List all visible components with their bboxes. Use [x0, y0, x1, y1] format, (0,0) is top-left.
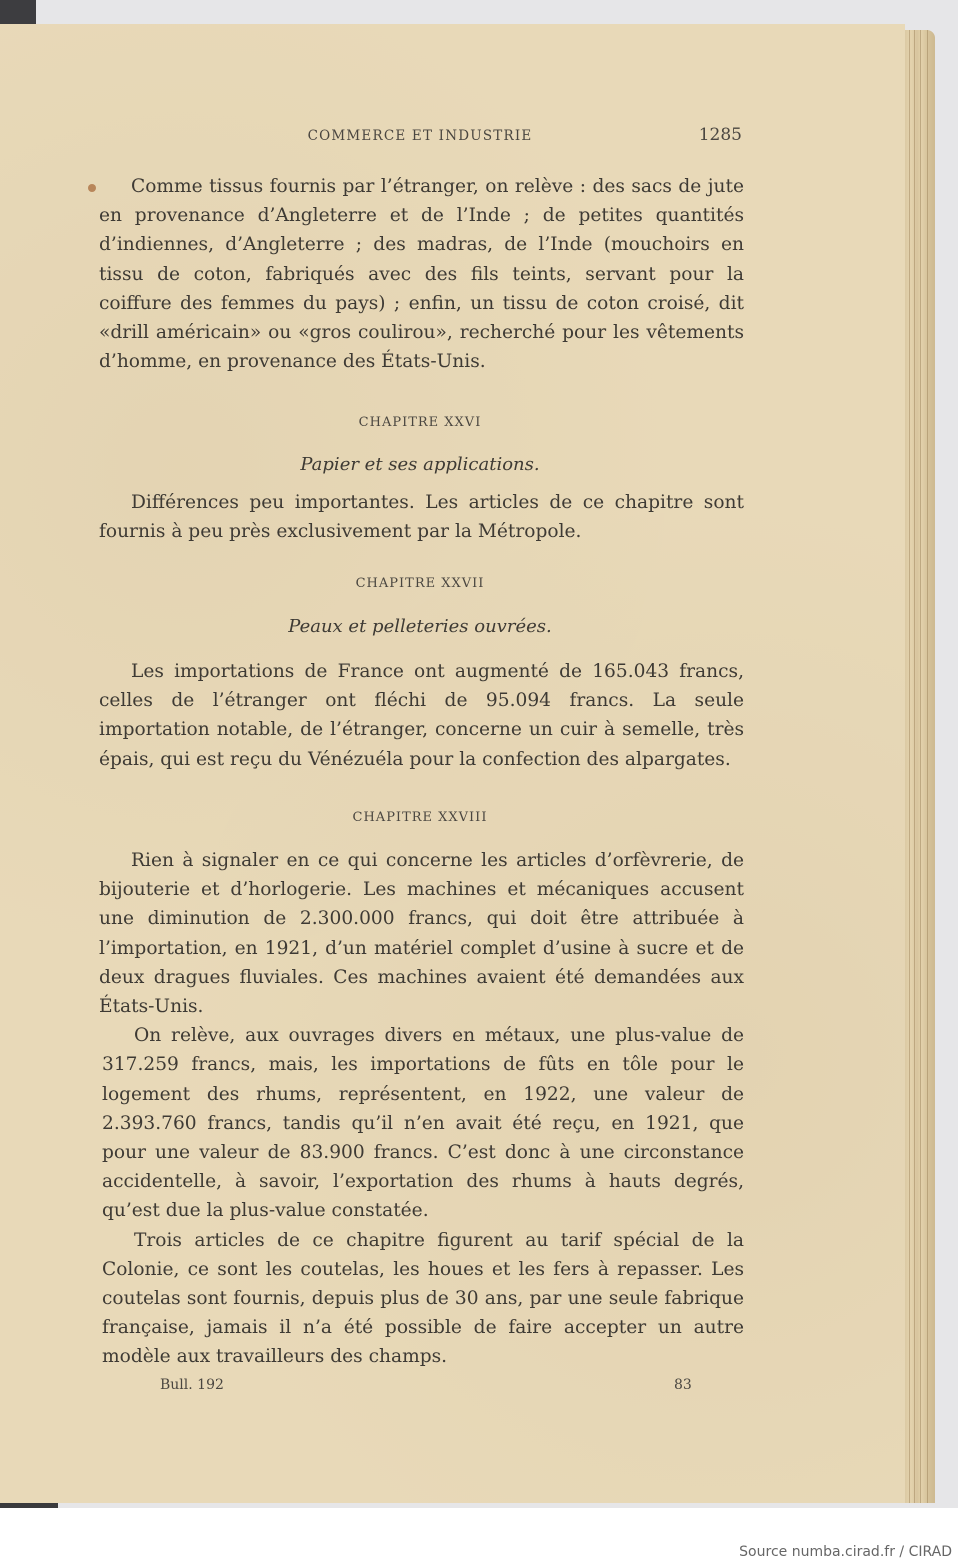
chapter-heading-26: CHAPITRE XXVI	[358, 415, 482, 430]
scanner-corner-bottom	[0, 1503, 58, 1508]
chapter-27-body	[99, 657, 744, 774]
running-head	[100, 125, 742, 152]
scanner-corner-top	[0, 0, 36, 24]
chapter-heading-28: CHAPITRE XXVIII	[352, 810, 488, 825]
chapter-26-paragraph: Différences peu importantes. Les articles de ce chapitre sont fournis à peu près exclusivement par la Métropole.	[99, 492, 744, 543]
running-title: COMMERCE ET INDUSTRIE	[307, 128, 533, 144]
page-number: 1285	[698, 125, 742, 145]
signature-mark-left: Bull. 192	[160, 1377, 224, 1393]
chapter-28-paragraph-2: On relève, aux ouvrages divers en métaux, une plus-value de 317.259 francs, mais, les importations de fûts en tôle pour le logement des rhums, représentent, en 1922, une valeur de 2.393.760 francs, tandis qu’il n’en avait été reçu, en 1921, que pour une valeur de 83.900 francs. C’est donc à une circonstance accidentelle, à savoir, l’exportation des rhums à hauts degrés, qu’est due la plus-value constatée.	[102, 1025, 744, 1222]
ink-blot-mark	[88, 184, 96, 192]
chapter-28-paragraph-1: Rien à signaler en ce qui concerne les articles d’orfèvrerie, de bijouterie et d’horlogerie. Les machines et mécaniques accusent une diminution de 2.300.000 francs, qui doit être attribuée à l’importation, en 1921, d’un matériel complet d’usine à sucre et de deux dragues fluviales. Ces machines avaient été demandées aux États-Unis.	[99, 850, 744, 1018]
chapter-27-paragraph: Les importations de France ont augmenté de 165.043 francs, celles de l’étranger ont fléchi de 95.094 francs. La seule importation notable, de l’étranger, concerne un cuir à semelle, très épais, qui est reçu du Vénézuéla pour la confection des alpargates.	[99, 661, 744, 770]
chapter-28-body	[99, 846, 744, 1372]
chapter-heading-27: CHAPITRE XXVII	[355, 576, 485, 591]
chapter-26-body	[99, 488, 744, 546]
intro-paragraph: Comme tissus fournis par l’étranger, on relève : des sacs de jute en provenance d’Angleterre et de l’Inde ; de petites quantités d’indiennes, d’Angleterre ; des madras, de l’Inde (mouchoirs en tissu de coton, fabriqués avec des fils teints, servant pour la coiffure des femmes du pays) ; enfin, un tissu de coton croisé, dit «drill américain» ou «gros coulirou», recherché pour les vêtements d’homme, en provenance des États-Unis.	[99, 176, 744, 373]
signature-mark-right: 83	[674, 1377, 692, 1393]
source-credit: Source numba.cirad.fr / CIRAD	[739, 1544, 952, 1560]
book-page-edges	[905, 30, 935, 1503]
intro-paragraph-block	[99, 172, 744, 376]
chapter-subtitle-26: Papier et ses applications.	[300, 454, 540, 475]
chapter-subtitle-27: Peaux et pelleteries ouvrées.	[288, 616, 552, 637]
chapter-28-paragraph-3: Trois articles de ce chapitre figurent au tarif spécial de la Colonie, ce sont les coutelas, les houes et les fers à repasser. Les coutelas sont fournis, depuis plus de 30 ans, par une seule fabrique française, jamais il n’a été possible de faire accepter un autre modèle aux travailleurs des champs.	[102, 1229, 744, 1368]
